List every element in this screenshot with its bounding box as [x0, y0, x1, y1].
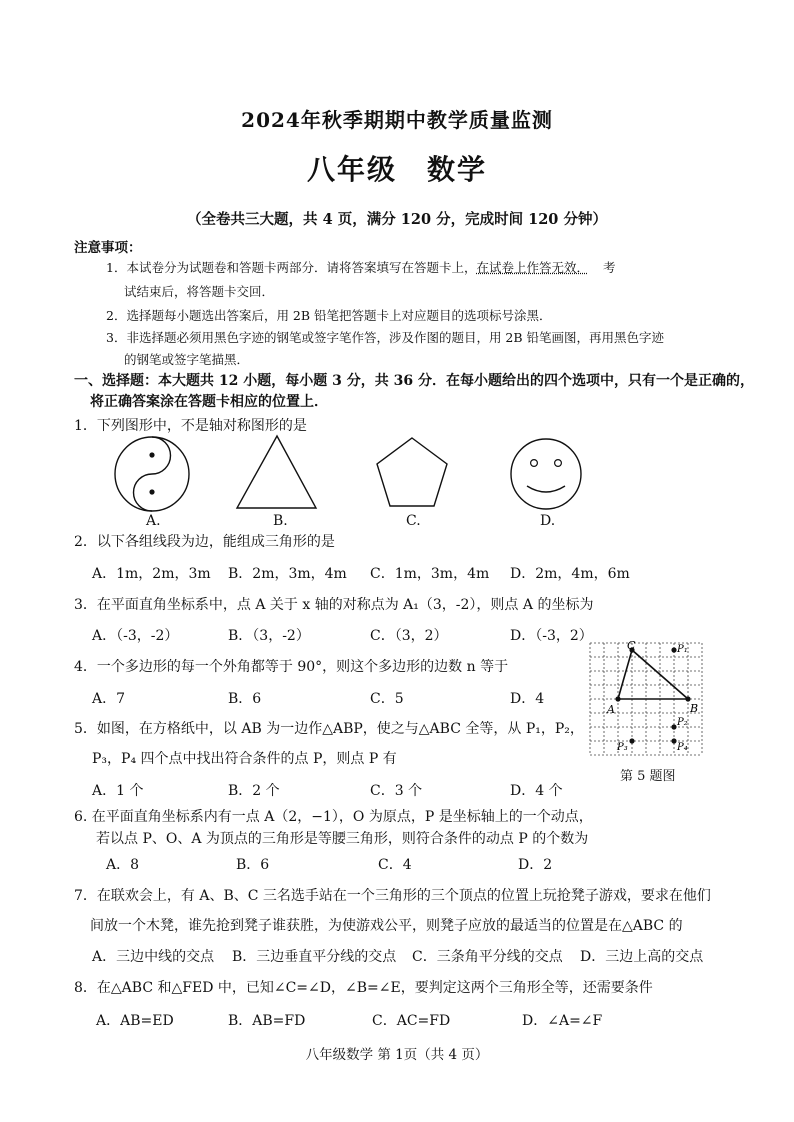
q6-option-b: B．6 [236, 857, 270, 873]
exam-subject: 八年级 数学 [306, 153, 487, 186]
q6-option-c: C．4 [378, 857, 412, 873]
q1-label-d: D. [540, 513, 556, 529]
label-b: B [690, 702, 699, 715]
q8-option-b: B．AB=FD [228, 1013, 306, 1029]
q7-stem-line2: 间放一个木凳，谁先抢到凳子谁获胜，为使游戏公平，则凳子应放的最适当的位置是在△ABC 的 [90, 918, 683, 934]
q8-option-a: A．AB=ED [96, 1013, 174, 1029]
q6-option-d: D．2 [518, 857, 553, 873]
q4-option-a: A．7 [92, 691, 126, 707]
q5-stem-line2: P₃，P₄ 四个点中找出符合条件的点 P，则点 P 有 [92, 751, 397, 767]
q4-option-c: C．5 [370, 691, 404, 707]
q4-stem: 4．一个多边形的每一个外角都等于 90°，则这个多边形的边数 n 等于 [74, 659, 509, 675]
q8-option-d: D．∠A=∠F [522, 1013, 603, 1029]
notice-item-3: 3．非选择题必须用黑色字迹的钢笔或签字笔作答，涉及作图的题目，用 2B 铅笔画图，再用黑色字迹 [106, 330, 665, 345]
q6-option-a: A．8 [106, 857, 140, 873]
q2-option-a: A．1m，2m，3m [92, 566, 211, 582]
q3-option-c: C．（3，2） [370, 628, 448, 644]
label-p4: P₄ [677, 742, 688, 753]
notice-item-1-cont: 试结束后，将答题卡交回． [124, 284, 275, 299]
smiley-figure [511, 439, 581, 509]
notice-item-1-tail: 考 [602, 260, 616, 275]
label-c: C [627, 639, 636, 652]
q4-option-d: D．4 [510, 691, 545, 707]
q3-stem: 3．在平面直角坐标系中，点 A 关于 x 轴的对称点为 A₁（3，-2），则点 A 的坐标为 [74, 597, 594, 613]
q3-option-d: D．（-3，2） [510, 628, 593, 644]
label-a: A [607, 703, 615, 716]
q7-option-c: C．三条角平分线的交点 [412, 949, 563, 965]
label-p3: P₃ [617, 742, 628, 753]
triangle-figure [237, 436, 316, 508]
q2-option-d: D．2m，4m，6m [510, 566, 630, 582]
q8-stem: 8．在△ABC 和△FED 中，已知∠C=∠D，∠B=∠E，要判定这两个三角形全等，还需要条件 [74, 980, 653, 996]
q6-stem-line2: 若以点 P、O、A 为顶点的三角形是等腰三角形，则符合条件的动点 P 的个数为 [96, 831, 589, 847]
q4-option-b: B．6 [228, 691, 262, 707]
q5-option-c: C．3 个 [370, 783, 423, 799]
page-footer: 八年级数学 第 1页（共 4 页） [305, 1047, 489, 1063]
q6-stem-line1: 6. 在平面直角坐标系内有一点 A（2，−1），O 为原点，P 是坐标轴上的一个动点， [74, 809, 593, 825]
triangle-abc [618, 650, 688, 699]
q7-option-a: A．三边中线的交点 [92, 949, 215, 965]
q1-figures [100, 432, 600, 532]
q3-option-a: A．（-3，-2） [92, 628, 179, 644]
q7-option-b: B．三边垂直平分线的交点 [232, 949, 397, 965]
q7-stem-line1: 7．在联欢会上，有 A、B、C 三名选手站在一个三角形的三个顶点的位置上玩抢凳子游戏，要求在他们 [74, 888, 711, 904]
yin-yang-figure [115, 437, 189, 511]
label-p2: P₂ [677, 717, 688, 728]
q2-option-c: C．1m，3m，4m [370, 566, 490, 582]
q5-stem-line1: 5．如图，在方格纸中，以 AB 为一边作△ABP，使之与△ABC 全等，从 P₁，P₂， [74, 721, 584, 737]
notice-emphasis: 在试卷上作答无效． [476, 260, 589, 275]
notice-heading: 注意事项： [74, 240, 142, 256]
notice-item-1-text: 1．本试卷分为试题卷和答题卡两部分．请将答案填写在答题卡上， [106, 260, 477, 275]
notice-item-2: 2．选择题每小题选出答案后，用 2B 铅笔把答题卡上对应题目的选项标号涂黑． [106, 308, 552, 323]
q5-grid-figure [585, 638, 715, 760]
notice-item-3-cont: 的钢笔或签字笔描黑． [124, 352, 250, 367]
exam-title: 2024年秋季期期中教学质量监测 [241, 108, 553, 132]
q2-stem: 2．以下各组线段为边，能组成三角形的是 [74, 534, 335, 550]
q5-figure-caption: 第 5 题图 [620, 769, 676, 784]
q1-label-a: A. [146, 513, 161, 529]
q3-option-b: B．（3，-2） [228, 628, 310, 644]
q8-option-c: C．AC=FD [372, 1013, 451, 1029]
q5-option-a: A．1 个 [92, 783, 144, 799]
section1-heading-line1: 一、选择题：本大题共 12 小题，每小题 3 分，共 36 分．在每小题给出的四个选项中，只有一个是正确的， [74, 373, 754, 389]
q5-option-d: D．4 个 [510, 783, 563, 799]
q1-label-c: C. [406, 513, 421, 529]
q1-stem: 1．下列图形中，不是轴对称图形的是 [74, 418, 307, 434]
notice-item-1 [106, 258, 616, 276]
exam-subtitle: （全卷共三大题，共 4 页，满分 120 分，完成时间 120 分钟） [187, 211, 607, 228]
q2-option-b: B．2m，3m，4m [228, 566, 347, 582]
label-p1: P₁ [677, 644, 688, 655]
q7-option-d: D．三边上高的交点 [580, 949, 704, 965]
pentagon-figure [377, 438, 447, 506]
q1-label-b: B. [273, 513, 288, 529]
section1-heading-line2: 将正确答案涂在答题卡相应的位置上． [90, 394, 328, 410]
q5-option-b: B．2 个 [228, 783, 280, 799]
